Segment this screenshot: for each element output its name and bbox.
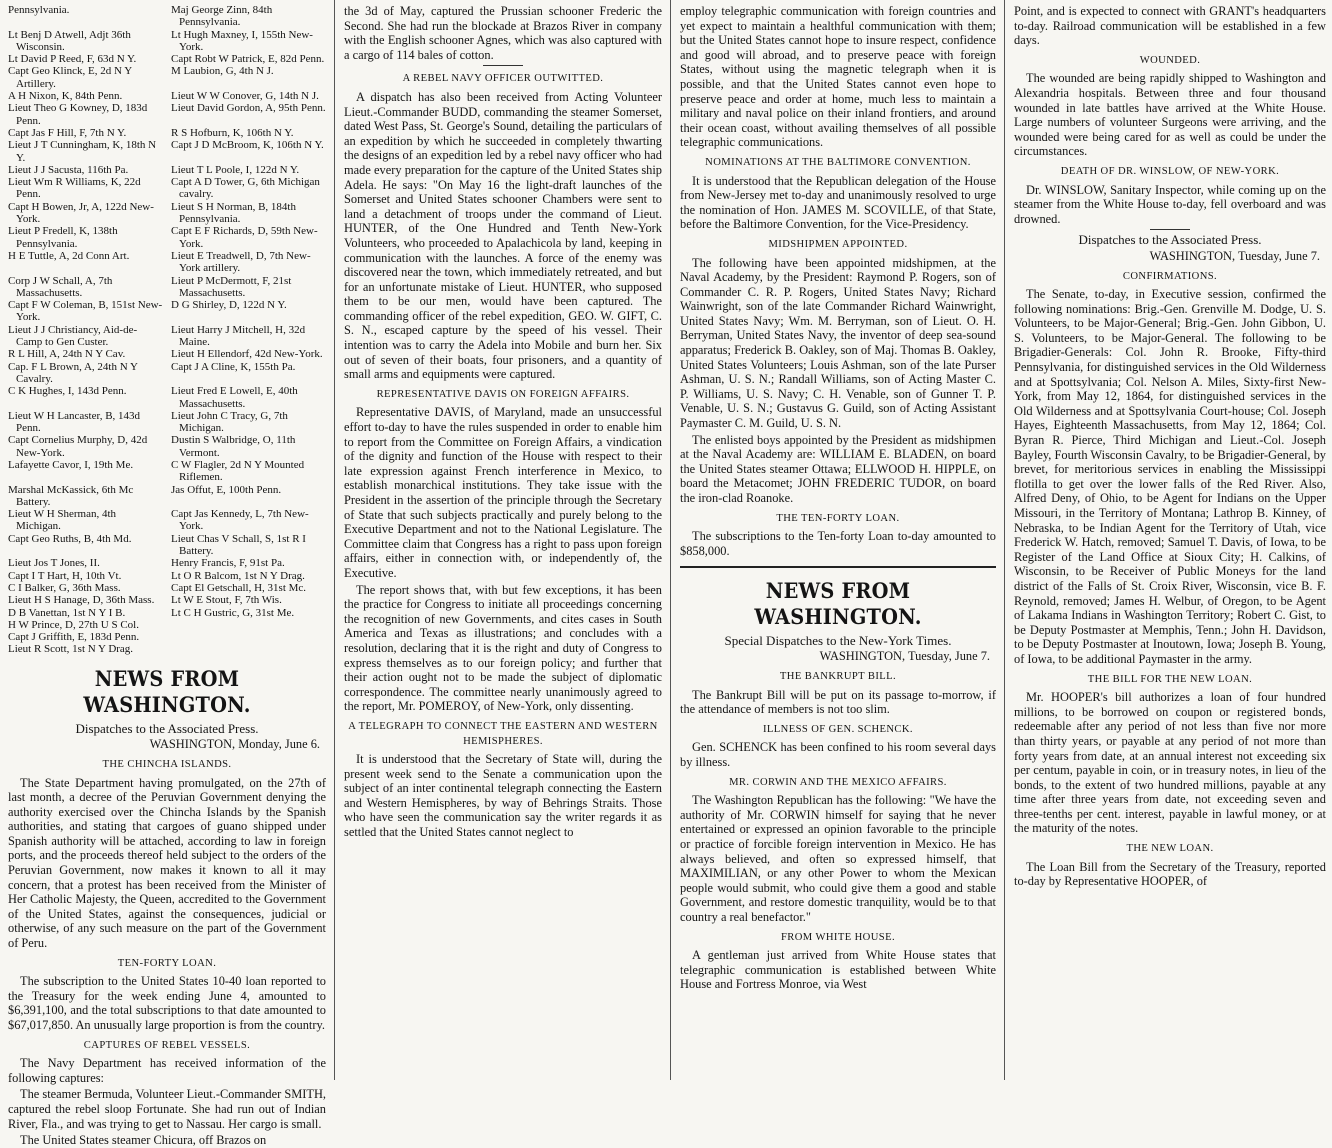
article-paragraph: The following have been appointed midshipmen, at the Naval Academy, by the President: Raymond P. Rogers, son of Commander C. R. P. Rogers, United States Navy; Richard Wainwright, son of the late Commander Richard Wainwright, United States Navy; Wm. M. Berryman, son of Lieut. O. H. Berryman, United States Navy, the inventor of deep sea-sound apparatus; Frederick B. Oakley, son of Maj. Thomas B. Oakley, United States Volunteers; Louis Ashman, son of the late Purser Ashman, U. S. N.; Randall Williams, son of Acting Master C. P. Williams, U. S. Navy; C. H. Venable, son of Gunner T. P. Venable, U. S. N.; Gustavus G. Guild, son of Acting Assistant Paymaster C. M. Guild, U. S. N. xyxy=(680,255,996,431)
name-entry xyxy=(171,631,326,643)
article-paragraph: Point, and is expected to connect with GRANT's headquarters to-day. Railroad communication will be established in a few days. xyxy=(1014,4,1326,48)
article-paragraph: The Navy Department has received information of the following captures: xyxy=(8,1056,326,1085)
name-entry: Capt El Getschall, H, 31st Mc. xyxy=(171,581,307,594)
name-entry xyxy=(171,643,326,655)
name-entry: Capt A D Tower, G, 6th Michigan cavalry. xyxy=(171,176,320,201)
name-entry: Jas Offut, E, 100th Penn. xyxy=(171,483,282,496)
article-paragraph: The subscription to the United States 10-40 loan reported to the Treasury for the week ending June 4, amounted to $6,391,100, and the total subscriptions to that date amounted to $67,017,850. An unusually large proportion is from the country. xyxy=(8,974,326,1033)
column-2 xyxy=(336,0,668,1080)
name-entry: Capt J D McBroom, K, 106th N Y. xyxy=(171,139,324,152)
dateline: WASHINGTON, Tuesday, June 7. xyxy=(1149,248,1320,263)
name-entry: Capt Jas F Hill, F, 7th N Y. xyxy=(8,126,127,139)
name-entry: Lt O R Balcom, 1st N Y Drag. xyxy=(171,569,305,582)
name-entry: Cap. F L Brown, A, 24th N Y Cavalry. xyxy=(8,360,138,385)
article-paragraph: The United States steamer Chicura, off Brazos on xyxy=(20,1133,267,1148)
article-paragraph: The steamer Bermuda, Volunteer Lieut.-Commander SMITH, captured the rebel sloop Fortunate. She had run out of Indian River, Fla., and was trying to get to Nassau. Her cargo is small. xyxy=(8,1087,326,1131)
dispatch-subhead: Dispatches to the Associated Press. xyxy=(75,720,259,736)
dateline: WASHINGTON, Tuesday, June 7. xyxy=(819,649,990,664)
name-entry xyxy=(171,619,326,631)
name-entry: Lieut W W Conover, G, 14th N J. xyxy=(171,90,319,103)
name-entry: Lieut R Scott, 1st N Y Drag. xyxy=(8,643,134,656)
name-entry: C W Flagler, 2d N Y Mounted Riflemen. xyxy=(171,458,305,484)
name-entry: A H Nixon, K, 84th Penn. xyxy=(8,90,123,103)
masthead: NEWS FROM WASHINGTON. xyxy=(754,577,922,629)
article-paragraph: The State Department having promulgated, on the 27th of last month, a decree of the Peruvian Government denying the authority exercised over the Chincha Islands by the Spanish authorities, and stating that cargoes of guano shipped under Spanish authority will be attached, according to law in foreign ports, and the proceeds thereof held subject to the orders of the Peruvian Government, now makes it known to all it may concern, that a protest has been received from the Minister of Her Catholic Majesty, the Queen, accredited to the Government of the United States, against the consequences, judicial or otherwise, of any such measure on the part of the Government of Peru. xyxy=(8,775,326,951)
masthead: NEWS FROM WASHINGTON. xyxy=(83,665,251,717)
name-entry: Lieut E Treadwell, D, 7th New-York artillery. xyxy=(171,249,311,275)
article-paragraph: It is understood that the Secretary of State will, during the present week send to the Senate a communication upon the subject of an inter continental telegraph connecting the Eastern and Western Hemispheres, by way of Behrings Straits. Those who have seen the communication say the writer regards it as settled that the United States cannot neglect to xyxy=(344,752,662,840)
name-entry: Lieut H Ellendorf, 42d New-York. xyxy=(171,348,323,361)
name-entry: Lt Hugh Maxney, I, 155th New-York. xyxy=(171,28,313,53)
name-entry: Lieut Jos T Jones, II. xyxy=(8,557,100,570)
name-entry: Pennsylvania. xyxy=(8,4,70,16)
dateline: WASHINGTON, Monday, June 6. xyxy=(149,737,320,752)
section-heading: FROM WHITE HOUSE. xyxy=(780,931,895,943)
article-paragraph: The enlisted boys appointed by the President as midshipmen at the Naval Academy are: WILLIAM E. BLADEN, on board the United States steamer Ottawa; ELLWOOD H. HIPPLE, on board the Metacomet; JOHN FREDERIC TUDOR, on board the iron-clad Roanoke. xyxy=(680,432,996,505)
section-heading: THE BILL FOR THE NEW LOAN. xyxy=(1087,673,1253,685)
short-rule xyxy=(483,65,523,66)
name-entry: C I Balker, G, 36th Mass. xyxy=(8,581,121,594)
column-1 xyxy=(0,0,332,1148)
name-entry: Lieut W H Lancaster, B, 143d Penn. xyxy=(8,409,141,435)
section-rule xyxy=(680,566,996,568)
name-entry: Lieut Wm R Williams, K, 22d Penn. xyxy=(8,176,141,201)
section-heading: MR. CORWIN AND THE MEXICO AFFAIRS. xyxy=(729,776,947,788)
name-entry: Marshal McKassick, 6th Mc Battery. xyxy=(8,483,134,508)
name-entry: Lt W E Stout, F, 7th Wis. xyxy=(171,594,282,607)
section-heading: THE BANKRUPT BILL. xyxy=(779,671,897,683)
name-entry: Capt J A Cline, K, 155th Pa. xyxy=(171,360,296,373)
name-entry: Lieut Theo G Kowney, D, 183d Penn. xyxy=(8,102,148,127)
name-entry: Lieut J J Sacusta, 116th Pa. xyxy=(8,163,129,176)
short-rule xyxy=(1150,229,1190,230)
article-paragraph: The Washington Republican has the following: "We have the authority of Mr. CORWIN himself for saying that he never entertained or expressed an opinion favorable to the principle or practice of forcible foreign intervention in Mexico. He has always believed, and often so expressed himself, that MAXIMILIAN, or any other Power to whom the Mexican people would submit, who could give them a good and stable Government, and restore domestic tranquility, would be to that country a real benefactor." xyxy=(680,793,996,924)
section-heading: CAPTURES OF REBEL VESSELS. xyxy=(83,1039,251,1051)
column-4 xyxy=(1006,0,1332,1080)
section-heading: THE TEN-FORTY LOAN. xyxy=(776,512,900,524)
section-heading: TEN-FORTY LOAN. xyxy=(117,957,217,969)
name-entry: Maj George Zinn, 84th Pennsylvania. xyxy=(171,4,273,29)
article-paragraph: Mr. HOOPER's bill authorizes a loan of four hundred millions, to be borrowed on coupon or registered bonds, redeemable after any period of not less than five nor more than thirty years, or payable at any period of not more than forty years from date, at an annual interest not exceeding six per centum, payable in coin, or in treasury notes, in lieu of the bonds, to the extent of two hundred millions, payable at any time after three years from date, not exceeding seven and three-tenths per cent. interest, payable in lawful money, or at the maturity of the notes. xyxy=(1014,690,1326,836)
section-heading: ILLNESS OF GEN. SCHENCK. xyxy=(763,723,913,735)
column-rule xyxy=(334,0,335,1080)
name-entry: Lieut David Gordon, A, 95th Penn. xyxy=(171,102,326,115)
name-entry: Lt Benj D Atwell, Adjt 36th Wisconsin. xyxy=(8,28,131,53)
article-paragraph: The report shows that, with but few exceptions, it has been the practice for Congress to initiate all proceedings concerning the recognition of new Governments, and cites cases in South America and Texas as illustrations; and concludes with a resolution, declaring that it is the right and duty of Congress to express themselves as to our foreign policy; and further that their action ought not to be made the subject of diplomatic correspondence. The committee nearly unanimously agreed to the report, Mr. POMEROY, of New-York, only dissenting. xyxy=(344,582,662,714)
article-paragraph: Representative DAVIS, of Maryland, made an unsuccessful effort to-day to have the rules suspended in order to enable him to report from the Committee on Foreign Affairs, a vindication of the dignity and function of the House with respect to their late expression against French interference in Mexico, to establish monarchical institutions. They take issue with the President in the assertion of the principle through the Secretary of State that such subjects practically and purely belong to the Executive Department and not to the National Legislature. The Committee claim that Congress has a right to pass upon foreign affairs, either in connection with, or independently of, the Executive. xyxy=(344,405,662,580)
section-heading: A REBEL NAVY OFFICER OUTWITTED. xyxy=(402,73,604,85)
section-heading: MIDSHIPMEN APPOINTED. xyxy=(768,238,908,250)
name-entry: Lieut S H Norman, B, 184th Pennsylvania. xyxy=(171,200,296,226)
section-heading: REPRESENTATIVE DAVIS ON FOREIGN AFFAIRS. xyxy=(376,388,630,400)
section-heading: WOUNDED. xyxy=(1139,54,1201,66)
name-entry: Lafayette Cavor, I, 19th Me. xyxy=(8,458,134,471)
article-paragraph: The Senate, to-day, in Executive session, confirmed the following nominations: Brig.-Gen. Grenville M. Dodge, U. S. Volunteers, to be Major-General; Brig.-Gen. John Gibbon, U. S. Volunteers, to be Major-General. The following to be Brigadier-Generals: Col. John R. Brooke, Fifty-third Pennsylvania, for distinguished services in the Old Wilderness and at Spottsylvania; Col. Nelson A. Miles, Sixty-first New-York, from May 12, 1864, for distinguished services in the Old Wilderness and at Spottsylvania Court-house; Col. Joseph Hayes, Eighteenth Massachusetts, from May 12, 1864; Col. Byran R. Pierce, Third Michigan and Lieut.-Col. Joseph Bayley, Fourth Wisconsin Cavalry, to be Brigadier-General, by brevet, for meritorious services in enabling the Mississippi flotilla to get over the lower falls of the Red River. Also, Alfred Deny, of Ohio, to be Agent for Indians on the Upper Missouri, in the Territory of Montana; Lathrop B. Kinney, of Nebraska, to be Indian Agent for the Territory of Utah, vice Frederick W. Hatch, removed; Samuel T. Davis, of Iowa, to be Register of the Land Office at Sioux City; H. Calkins, of Wisconsin, to be Receiver of Public Moneys for the land district of the Falls of St. Croix River, Wisconsin, vice B. F. Reynold, removed; James H. Welbur, of Oregon, to be Agent of Lakama Indians in Washington Territory; Robert C. Gist, to be Deputy Postmaster at Memphis, Tenn.; John H. Davidson, to be Deputy Postmaster at Inoutown, Iowa; Joseph B. Young, of Iowa, to be additional Paymaster in the army. xyxy=(1014,287,1326,666)
name-entry: Dustin S Walbridge, O, 11th Vermont. xyxy=(171,434,296,459)
name-entry: Capt J Griffith, E, 183d Penn. xyxy=(8,631,140,644)
name-entry: Lieut W H Sherman, 4th Michigan. xyxy=(8,508,117,533)
article-paragraph: Dr. WINSLOW, Sanitary Inspector, while coming up on the steamer from the White House to-day, fell overboard and was drowned. xyxy=(1014,182,1326,226)
name-entry: H W Prince, D, 27th U S Col. xyxy=(8,618,139,631)
name-entry: Capt Geo Ruths, B, 4th Md. xyxy=(8,532,132,545)
name-entry: Capt Geo Klinck, E, 2d N Y Artillery. xyxy=(8,65,132,90)
section-heading: THE CHINCHA ISLANDS. xyxy=(102,758,232,770)
article-paragraph: A dispatch has also been received from Acting Volunteer Lieut.-Commander BUDD, commanding the steamer Somerset, dated West Pass, St. George's Sound, detailing the particulars of an expedition by which he succeeded in completely thwarting the designs of an expedition led by a rebel navy officer who had made every preparation for the capture of the United States ship Adela. He says: "On May 16 the light-draft launches of the Somerset and United States schooner Chambers were sent to land a detachment of troops under the command of Lieut. HUNTER, of the One Hundred and Tenth New-York Volunteers, who proceeded to Apalachicola by land, keeping in communication with the launches. A force of the enemy was discovered near the town, which immediately retreated, and but for an unfortunate mistake of Lieut. HUNTER, who supposed them to be our men, would have been captured. The commanding officer of the rebel expedition, GEO. W. GIFT, C. S. N., escaped capture by the speed of his vessel. Their intention was to carry the Adela into Mobile and burn her. Six out of seven of their boats, four prisoners, and a quantity of small arms and equipments were captured. xyxy=(344,89,662,382)
name-entry: R L Hill, A, 24th N Y Cav. xyxy=(8,348,126,361)
article-paragraph: The Loan Bill from the Secretary of the Treasury, reported to-day by Representative HOOPER, of xyxy=(1014,859,1326,889)
name-entry: Lieut P Fredell, K, 138th Pennsylvania. xyxy=(8,225,118,250)
name-entry: Lieut Chas V Schall, S, 1st R I Battery. xyxy=(171,532,306,558)
column-rule xyxy=(670,0,671,1080)
name-entry: Lt C H Gustric, G, 31st Me. xyxy=(171,606,295,619)
name-entry: Capt F W Coleman, B, 151st New-York. xyxy=(8,299,163,324)
column-rule xyxy=(1004,0,1005,1080)
casualty-name-list xyxy=(8,4,326,656)
name-entry: Capt E F Richards, D, 59th New-York. xyxy=(171,225,318,250)
name-entry: M Laubion, G, 4th N J. xyxy=(171,65,274,78)
article-paragraph: The wounded are being rapidly shipped to Washington and Alexandria hospitals. Between three and four thousand wounded in late battles have arrived at the White House. Large numbers of volunteer Surgeons were arriving, and the wounded were being cared for as well as could be under the circumstances. xyxy=(1014,71,1326,159)
article-paragraph: A gentleman just arrived from White House states that telegraphic communication is established between White House and Fortress Monroe, via West xyxy=(680,948,996,992)
section-heading: THE NEW LOAN. xyxy=(1126,843,1214,855)
name-entry: Capt Cornelius Murphy, D, 42d New-York. xyxy=(8,434,148,459)
name-entry: Lieut John C Tracy, G, 7th Michigan. xyxy=(171,409,288,435)
name-entry: Henry Francis, F, 91st Pa. xyxy=(171,557,285,570)
name-entry: Lieut J T Cunningham, K, 18th N Y. xyxy=(8,139,157,164)
name-entry: C K Hughes, I, 143d Penn. xyxy=(8,385,127,398)
name-entry: Capt Jas Kennedy, L, 7th New-York. xyxy=(171,508,309,533)
name-entry: D G Shirley, D, 122d N Y. xyxy=(171,299,287,312)
dispatch-subhead: Special Dispatches to the New-York Times. xyxy=(724,632,952,648)
name-entry: Lieut T L Poole, I, 122d N Y. xyxy=(171,163,300,176)
article-paragraph: Gen. SCHENCK has been confined to his room several days by illness. xyxy=(680,740,996,770)
name-entry: Capt Robt W Patrick, E, 82d Penn. xyxy=(171,53,325,66)
article-paragraph: It is understood that the Republican delegation of the House from New-Jersey met to-day and unanimously resolved to urge the nomination of Hon. JAMES M. SCOVILLE, of that State, before the Baltimore Convention, for the Vice-Presidency. xyxy=(680,173,996,232)
name-entry: Lieut Fred E Lowell, E, 40th Massachusetts. xyxy=(171,385,298,410)
article-paragraph: The Bankrupt Bill will be put on its passage to-morrow, if the attendance of members is not too slim. xyxy=(680,687,996,717)
name-entry: Corp J W Schall, A, 7th Massachusetts. xyxy=(8,274,113,299)
name-entry: Capt I T Hart, H, 10th Vt. xyxy=(8,569,122,582)
article-paragraph: The subscriptions to the Ten-forty Loan to-day amounted to $858,000. xyxy=(680,529,996,558)
name-entry: D B Vanettan, 1st N Y I B. xyxy=(8,606,126,619)
section-heading: CONFIRMATIONS. xyxy=(1122,270,1218,282)
name-entry: R S Hofburn, K, 106th N Y. xyxy=(171,126,294,139)
article-paragraph: the 3d of May, captured the Prussian schooner Frederic the Second. She had run the blockade at Brazos River in company with the English schooner Agnes, which was also captured with a cargo of 114 bales of cotton. xyxy=(344,4,662,62)
section-heading: A TELEGRAPH TO CONNECT THE EASTERN AND WESTERN HEMISPHERES. xyxy=(348,720,658,747)
section-heading: DEATH OF DR. WINSLOW, OF NEW-YORK. xyxy=(1060,165,1280,177)
section-heading: NOMINATIONS AT THE BALTIMORE CONVENTION. xyxy=(705,156,971,168)
name-entry: Capt H Bowen, Jr, A, 122d New-York. xyxy=(8,200,154,226)
article-paragraph: employ telegraphic communication with foreign countries and yet expect to maintain a healthful communication with them; but the United States cannot hope to insure respect, confidence and good will abroad, and to preserve peace with foreign States, without using the magnetic telegraph when it is possible, and that the United States cannot even hope to preserve peace and order at home, much less to maintain a military and naval police on their inland frontiers, and around their ocean coast, without availing themselves of all possible telegraphic communications. xyxy=(680,4,996,150)
name-entry: Lieut P McDermott, F, 21st Massachusetts. xyxy=(171,274,292,299)
name-entry: Lieut H S Hanage, D, 36th Mass. xyxy=(8,594,155,607)
column-3 xyxy=(672,0,1002,1080)
dispatch-subhead: Dispatches to the Associated Press. xyxy=(1078,232,1262,248)
name-entry: Lt David P Reed, F, 63d N Y. xyxy=(8,53,137,66)
name-entry: Lieut Harry J Mitchell, H, 32d Maine. xyxy=(171,323,306,349)
name-entry: H E Tuttle, A, 2d Conn Art. xyxy=(8,249,130,262)
name-entry: Lieut J J Christiancy, Aid-de-Camp to Gen Custer. xyxy=(8,323,138,349)
